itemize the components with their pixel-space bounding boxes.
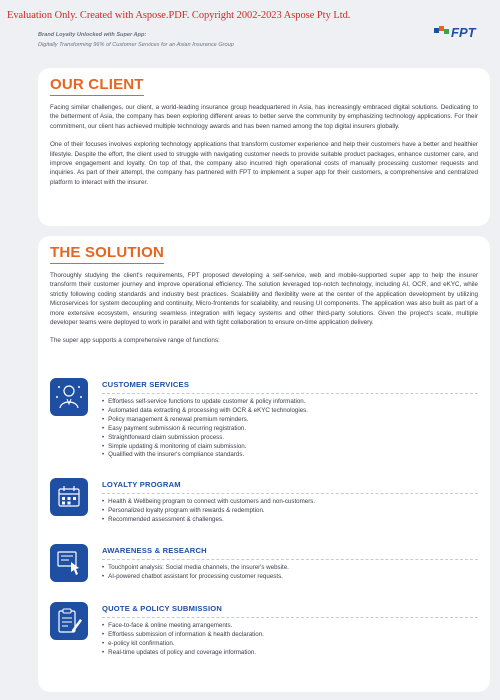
solution-paragraph-2: The super app supports a comprehensive range of functions: [50,337,220,345]
divider [102,559,478,560]
client-paragraph-1: Facing similar challenges, our client, a world-leading insurance group headquartered in Asia, has increasingly embraced digital solutions. Dedicating to the betterment of Asia, the company has been exploring different areas to better serve the community by emphasizing technology applications. For their commitment, our client has achieved multiple technology awards and has been named among the top digital insurers globally. [50,104,478,130]
list-item: • Automated data extracting & processing with OCR & eKYC technologies. [102,407,308,416]
client-paragraph-2: One of their focuses involves exploring technology applications that transform customer experience and help their customers have a better and healthier lifestyle. Despite the effort, the client used to struggle with navigating customer needs to provide suitable product packages, enhance customer care, and improve engagement and loyalty. On top of that, the company also incurred high operational costs of manually processing customer requests and inquiries. As part of their attempt, the company has partnered with FPT to implement a super app for their customers, a comprehensive and centralized platform to interact with the insurer. [50,141,478,186]
header-subtitle [38,30,234,50]
loyalty-program-list [102,498,315,525]
clipboard-pen-icon [50,602,88,640]
list-item: • Effortless self-service functions to update customer & policy information. [102,398,308,407]
list-item: • Personalized loyalty program with rewards & redemption. [102,507,315,516]
list-item: • Face-to-face & online meeting arrangements. [102,622,264,631]
svg-text:FPT: FPT [451,25,476,40]
feature-customer-services [50,378,478,459]
quote-policy-submission-list [102,622,264,658]
list-item: • AI-powered chatbot assistant for processing customer requests. [102,573,289,582]
awareness-research-list [102,564,289,582]
quote-policy-submission-title: QUOTE & POLICY SUBMISSION [102,604,223,613]
list-item: • Easy payment submission & recurring registration. [102,425,308,434]
header-subtitle-line: Digitally Transforming 96% of Customer Services for an Asian Insurance Group [38,42,234,48]
divider [102,393,478,394]
solution-paragraph-1: Thoroughly studying the client's requirements, FPT proposed developing a self-service, web and mobile-supported super app to help the insurer transform their customer journey and improve operational efficiency. The solution leveraged top-notch technology, including AI, OCR, and eKYC, while strictly following coding standards and industry best practices. Scalability and flexibility were at the center of the application development by utilizing Microservices for system decoupling and continuity, Micro-frontends for scalability, and reusing UI components. The application was also built as part of a more extensive ecosystem, ensuring seamless integration with legacy systems and other third-party solutions. Given the project's scale, multiple developer teams were deployed to work in parallel and with tight collaboration to ensure on-time application delivery. [50,272,478,327]
header-brand-line: Brand Loyalty Unlocked with Super App: [38,32,147,38]
list-item: • Simple updating & monitoring of claim submission. [102,443,308,452]
divider [102,617,478,618]
our-client-title: OUR CLIENT [50,76,144,93]
awareness-research-title: AWARENESS & RESEARCH [102,546,207,555]
list-item: • Effortless submission of information & health declaration. [102,631,264,640]
the-solution-title: THE SOLUTION [50,244,165,261]
fpt-logo [434,24,486,40]
list-item: • Health & Wellbeing program to connect with customers and non-customers. [102,498,315,507]
list-item: • Qualified with the insurer's compliance standards. [102,451,308,460]
our-client-card [38,68,490,226]
list-item: • Touchpoint analysis: Social media channels, the insurer's website. [102,564,289,573]
loyalty-program-title: LOYALTY PROGRAM [102,480,181,489]
touch-research-icon [50,544,88,582]
the-solution-card [38,236,490,692]
feature-quote-policy-submission [50,602,478,672]
customer-services-title: CUSTOMER SERVICES [102,380,190,389]
divider [102,493,478,494]
customer-services-list [102,398,308,460]
list-item: • Policy management & renewal premium reminders. [102,416,308,425]
calendar-icon [50,478,88,516]
feature-loyalty-program [50,478,478,548]
list-item: • Recommended assessment & challenges. [102,516,315,525]
customer-service-icon [50,378,88,416]
list-item: • Straightforward claim submission process. [102,434,308,443]
list-item: • Real-time updates of policy and coverage information. [102,649,264,658]
list-item: • e-policy kit confirmation. [102,640,264,649]
watermark-text: Evaluation Only. Created with Aspose.PDF. Copyright 2002-2023 Aspose Pty Ltd. [7,10,351,21]
